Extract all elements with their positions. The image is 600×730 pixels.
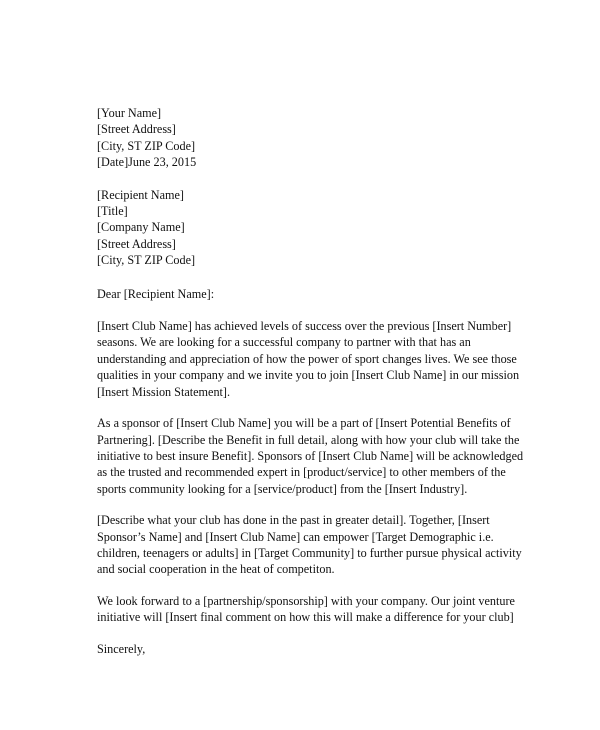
body-paragraph-intro — [97, 318, 557, 400]
sender-address-block — [97, 105, 557, 171]
body-paragraph-benefits — [97, 415, 557, 497]
recipient-address-block — [97, 187, 557, 269]
body-paragraph-history — [97, 512, 557, 578]
recipient-title: [Title] — [97, 204, 128, 219]
paragraph-line: understanding and appreciation of how the power of sport changes lives. We see those — [97, 351, 517, 366]
sender-name: [Your Name] — [97, 106, 162, 120]
sender-street: [Street Address] — [97, 122, 176, 137]
paragraph-line: [Insert Club Name] has achieved levels of success over the previous [Insert Number] — [97, 319, 512, 334]
recipient-company: [Company Name] — [97, 220, 185, 235]
paragraph-line: children, teenagers or adults] in [Target Community] to further pursue physical activity — [97, 545, 522, 560]
body-paragraph-closing-remarks — [97, 593, 557, 626]
paragraph-line: We look forward to a [partnership/sponsorship] with your company. Our joint venture — [97, 593, 515, 608]
paragraph-line: seasons. We are looking for a successful company to partner with that has an — [97, 335, 471, 350]
paragraph-line: sports community looking for a [service/product] from the [Insert Industry]. — [97, 481, 468, 496]
sender-city-state-zip: [City, ST ZIP Code] — [97, 138, 196, 153]
sponsorship-letter — [97, 105, 557, 657]
paragraph-line: as the trusted and recommended expert in [product/service] to other members of the — [97, 465, 506, 480]
recipient-street: [Street Address] — [97, 236, 176, 251]
complimentary-close: Sincerely, — [97, 641, 146, 656]
paragraph-line: initiative will [Insert final comment on how this will make a difference for your club] — [97, 610, 514, 625]
paragraph-line: Sponsor’s Name] and [Insert Club Name] can empower [Target Demographic i.e. — [97, 529, 494, 544]
paragraph-line: [Describe what your club has done in the past in greater detail]. Together, [Insert — [97, 513, 490, 528]
salutation: Dear [Recipient Name]: — [97, 286, 215, 301]
paragraph-line: and social cooperation in the heat of competiton. — [97, 562, 335, 577]
paragraph-line: qualities in your company and we invite you to join [Insert Club Name] in our mission — [97, 368, 520, 383]
paragraph-line: Partnering]. [Describe the Benefit in full detail, along with how your club will take the — [97, 432, 520, 447]
paragraph-line: initiative to best insure Benefit]. Sponsors of [Insert Club Name] will be acknowledged — [97, 448, 524, 463]
letter-date: [Date]June 23, 2015 — [97, 155, 197, 170]
paragraph-line: As a sponsor of [Insert Club Name] you will be a part of [Insert Potential Benefits of — [97, 416, 511, 431]
paragraph-line: [Insert Mission Statement]. — [97, 384, 231, 399]
recipient-name: [Recipient Name] — [97, 187, 184, 202]
recipient-city-state-zip: [City, ST ZIP Code] — [97, 253, 196, 268]
